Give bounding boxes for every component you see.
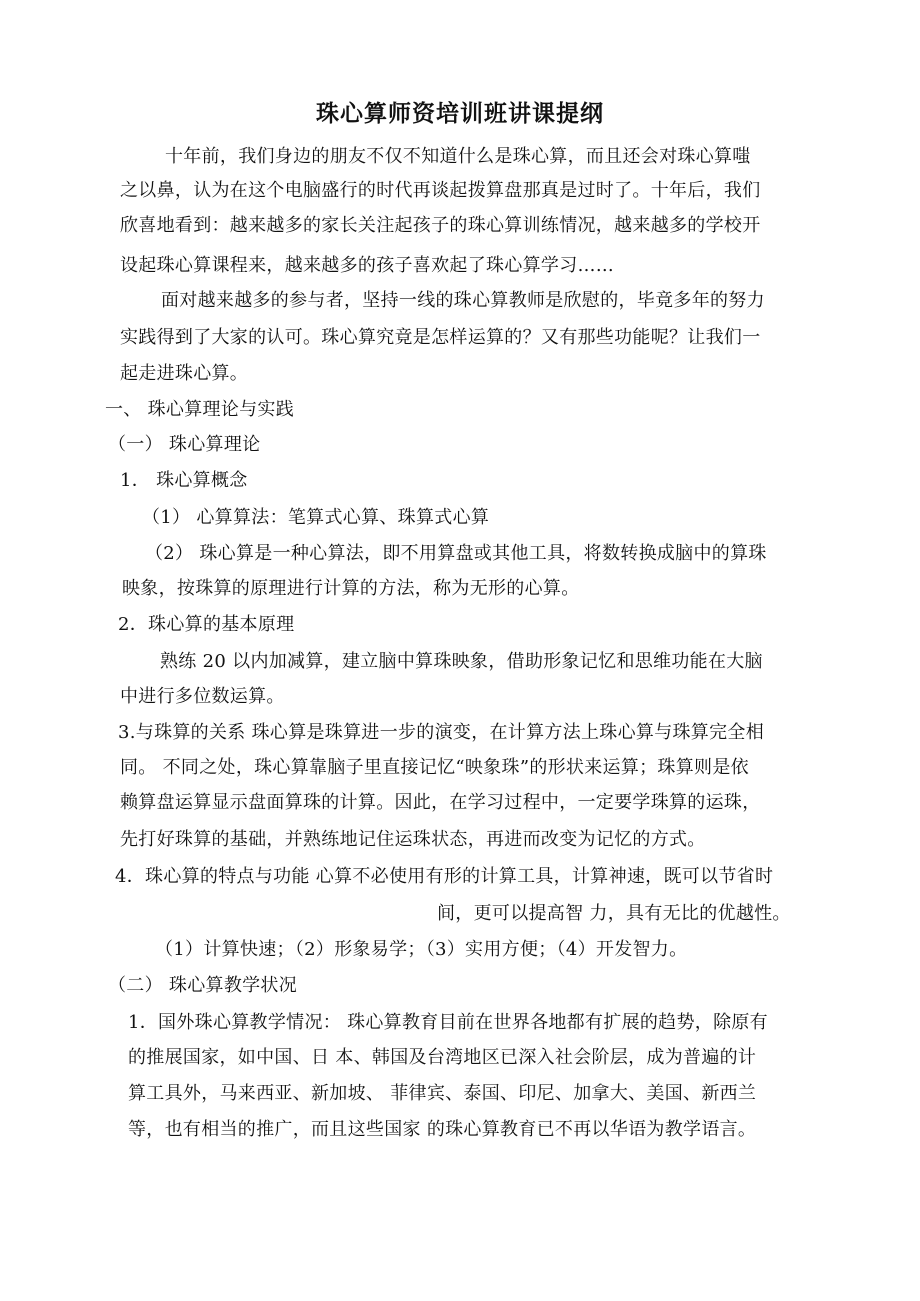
item-5-line-3: 算工具外，马来西亚、新加坡、 菲律宾、泰国、印尼、加拿大、美国、新西兰 bbox=[128, 1083, 757, 1104]
item-heading-1: 1． 珠心算概念 bbox=[120, 470, 248, 491]
item-5-line-2: 的推展国家，如中国、日 本、韩国及台湾地区已深入社会阶层，成为普遍的计 bbox=[128, 1047, 757, 1068]
intro-line-1: 十年前，我们身边的朋友不仅不知道什么是珠心算，而且还会对珠心算嗤 bbox=[165, 146, 751, 167]
intro2-line-3: 起走进珠心算。 bbox=[120, 363, 249, 384]
subsection-heading-1: （一） 珠心算理论 bbox=[108, 434, 261, 455]
item-1-2-line-1: （2） 珠心算是一种心算法，即不用算盘或其他工具，将数转换成脑中的算珠 bbox=[145, 543, 767, 564]
section-heading-1: 一、 珠心算理论与实践 bbox=[105, 399, 295, 420]
intro-line-2: 之以鼻，认为在这个电脑盛行的时代再谈起拨算盘那真是过时了。十年后，我们 bbox=[120, 180, 761, 201]
item-3-line-4: 先打好珠算的基础，并熟练地记住运珠状态，再进而改变为记忆的方式。 bbox=[120, 829, 706, 850]
item-4-line-1: 4．珠心算的特点与功能 心算不必使用有形的计算工具，计算神速，既可以节省时 bbox=[115, 866, 774, 887]
item-3-line-1: 3.与珠算的关系 珠心算是珠算进一步的演变，在计算方法上珠心算与珠算完全相 bbox=[118, 722, 764, 743]
item-2-line-1: 熟练 20 以内加减算，建立脑中算珠映象，借助形象记忆和思维功能在大脑 bbox=[160, 651, 763, 672]
intro-line-4: 设起珠心算课程来，越来越多的孩子喜欢起了珠心算学习…… bbox=[120, 255, 615, 276]
intro-line-3: 欣喜地看到：越来越多的家长关注起孩子的珠心算训练情况，越来越多的学校开 bbox=[120, 215, 761, 236]
item-1-1: （1） 心算算法：笔算式心算、珠算式心算 bbox=[142, 507, 490, 528]
page-title: 珠心算师资培训班讲课提纲 bbox=[316, 101, 604, 127]
item-1-2-line-2: 映象，按珠算的原理进行计算的方法，称为无形的心算。 bbox=[122, 578, 580, 599]
intro2-line-2: 实践得到了大家的认可。珠心算究竟是怎样运算的？又有那些功能呢？让我们一 bbox=[120, 327, 761, 348]
subsection-heading-2: （二） 珠心算教学状况 bbox=[108, 975, 298, 996]
item-5-line-1: 1．国外珠心算教学情况： 珠心算教育目前在世界各地都有扩展的趋势，除原有 bbox=[128, 1012, 768, 1033]
item-heading-2: 2．珠心算的基本原理 bbox=[118, 614, 295, 635]
item-3-line-3: 赖算盘运算显示盘面算珠的计算。因此，在学习过程中，一定要学珠算的运珠， bbox=[120, 792, 761, 813]
item-4-list: （1）计算快速；（2）形象易学；（3）实用方便；（4）开发智力。 bbox=[155, 939, 688, 960]
item-5-line-4: 等，也有相当的推广，而且这些国家 的珠心算教育已不再以华语为教学语言。 bbox=[128, 1119, 757, 1140]
item-2-line-2: 中进行多位数运算。 bbox=[120, 686, 285, 707]
item-4-line-2: 间，更可以提高智 力，具有无比的优越性。 bbox=[437, 903, 791, 924]
item-3-line-2: 同。 不同之处，珠心算靠脑子里直接记忆“映象珠”的形状来运算；珠算则是依 bbox=[120, 757, 749, 778]
intro2-line-1: 面对越来越多的参与者，坚持一线的珠心算教师是欣慰的，毕竟多年的努力 bbox=[161, 290, 765, 311]
